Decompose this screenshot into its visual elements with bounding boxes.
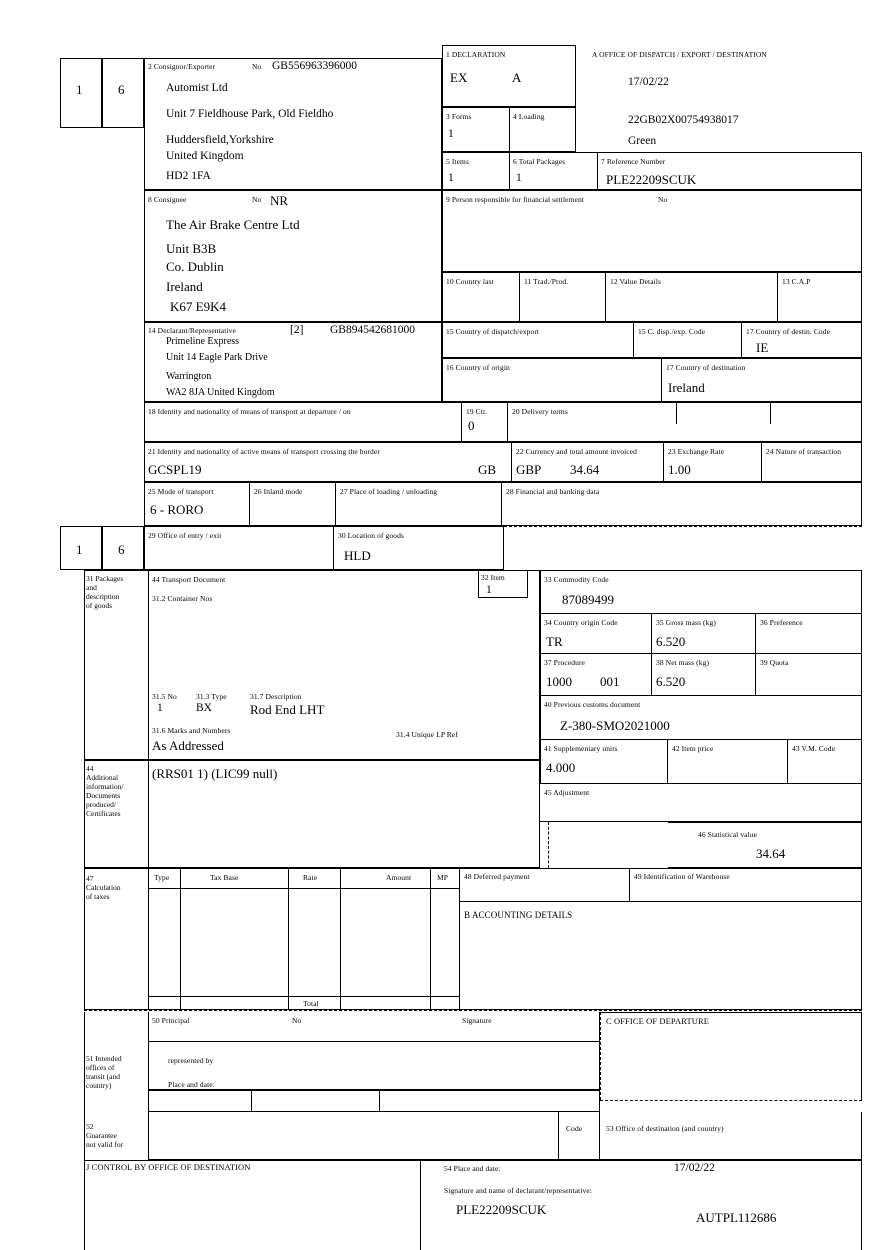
- box-8-line-5: K67 E9K4: [170, 299, 226, 314]
- box-20-divider-2: [770, 402, 771, 424]
- box-51-content: [148, 1042, 600, 1090]
- box-22-amount: 34.64: [570, 462, 600, 477]
- box-54-left: [420, 1160, 421, 1250]
- box-53-label: 53 Office of destination (and country): [606, 1124, 724, 1133]
- box-14-label: 14 Declarant/Representative: [148, 326, 236, 335]
- box-14-line-2: Unit 14 Eagle Park Drive: [166, 352, 268, 363]
- box-8-line-3: Co. Dublin: [166, 259, 224, 274]
- box-3-label: 3 Forms: [446, 112, 472, 121]
- box-54-date: 17/02/22: [674, 1162, 715, 1174]
- box-J-divider: [84, 1160, 420, 1161]
- box-2-line-1: Automist Ltd: [166, 82, 228, 94]
- box-51-left: [84, 1012, 85, 1120]
- box-51-represented-by: represented by: [168, 1056, 214, 1065]
- box-33-value: 87089499: [562, 592, 614, 607]
- box-34-label: 34 Country origin Code: [544, 618, 618, 627]
- box-13-label: 13 C.A.P: [782, 277, 811, 286]
- box-51-label: 51 Intended offices of transit (and country): [86, 1054, 122, 1090]
- box-17c-label: 17 Country of destin. Code: [746, 327, 831, 336]
- marker-1-lower-value: 1: [76, 542, 83, 557]
- box-C-right: [861, 1012, 862, 1100]
- box-36-label: 36 Preference: [760, 618, 803, 627]
- box-8-line-2: Unit B3B: [166, 241, 217, 256]
- box-47-table: [148, 868, 460, 1010]
- box-28-label: 28 Financial and banking data: [506, 487, 600, 496]
- box-44-value: (RRS01 1) (LIC99 null): [152, 766, 278, 781]
- box-26-label: 26 Inland mode: [254, 487, 303, 496]
- box-46-label: 46 Statistical value: [698, 830, 758, 839]
- box-54-name: PLE22209SCUK: [456, 1202, 547, 1217]
- box-46-value: 34.64: [756, 846, 786, 861]
- box-44-label: 44 Additional information/ Documents produced/ Certificates: [86, 764, 124, 818]
- box-32-label: 32 Item: [481, 573, 505, 582]
- box-50-principal: [148, 1012, 600, 1042]
- box-35-label: 35 Gross mass (kg): [656, 618, 716, 627]
- box-10-label: 10 Country last: [446, 277, 494, 286]
- box-47-col-type: Type: [154, 873, 170, 882]
- marker-6-value: 6: [118, 82, 125, 97]
- box-47-col-divider-3: [340, 868, 341, 1010]
- box-4-label: 4 Loading: [513, 112, 545, 121]
- box-44-transport-doc-label: 44 Transport Document: [152, 575, 226, 584]
- box-5-value: 1: [448, 172, 454, 184]
- box-38-label: 38 Net mass (kg): [656, 658, 710, 667]
- box-C-top: [600, 1012, 862, 1013]
- box-15c-label: 15 C. disp./exp. Code: [638, 327, 706, 336]
- section-divider-2: [84, 1010, 862, 1011]
- box-54-signature-label: Signature and name of declarant/representative:: [444, 1186, 592, 1195]
- box-2-line-3: Huddersfield,Yorkshire: [166, 134, 274, 146]
- box-47-col-rate: Rate: [303, 873, 318, 882]
- box-11-label: 11 Trad./Prod.: [524, 277, 569, 286]
- box-50-label: 50 Principal: [152, 1016, 190, 1025]
- box-48-label: 48 Deferred payment: [464, 872, 530, 881]
- box-50-no-label: No: [292, 1016, 302, 1025]
- box-A-label: A OFFICE OF DISPATCH / EXPORT / DESTINATION: [592, 50, 767, 59]
- box-2-label: 2 Consignor/Exporter: [148, 62, 216, 71]
- box-47-total-divider: [148, 996, 460, 997]
- box-17c-value: IE: [756, 340, 769, 355]
- box-52-label: 52 Guarantee not valid for: [86, 1122, 124, 1149]
- marker-6-lower-value: 6: [118, 542, 125, 557]
- box-25-value: 6 - RORO: [150, 502, 204, 517]
- box-31-3-type-value: BX: [196, 702, 212, 714]
- box-2-line-2: Unit 7 Fieldhouse Park, Old Fieldho: [166, 108, 334, 120]
- box-21-country: GB: [478, 462, 497, 477]
- box-14-line-4: WA2 8JA United Kingdom: [166, 387, 275, 398]
- box-45-label: 45 Adjustment: [544, 788, 590, 797]
- box-47-label: 47 Calculation of taxes: [86, 874, 121, 901]
- box-54-label: 54 Place and date:: [444, 1164, 501, 1173]
- box-37-value1: 1000: [546, 674, 572, 689]
- box-41-value: 4.000: [546, 760, 576, 775]
- box-23-value: 1.00: [668, 462, 691, 477]
- box-2-no-label: No: [252, 62, 262, 71]
- box-29-label: 29 Office of entry / exit: [148, 531, 222, 540]
- box-39-label: 39 Quota: [760, 658, 789, 667]
- box-C-left-dashed: [600, 1012, 601, 1100]
- box-54-right: [861, 1160, 862, 1250]
- box-1-label: 1 DECLARATION: [446, 50, 506, 59]
- box-J-label: J CONTROL BY OFFICE OF DESTINATION: [86, 1162, 251, 1172]
- box-6-value: 1: [516, 172, 522, 184]
- box-47-col-amount: Amount: [386, 873, 412, 882]
- box-50-signature-label: Signature: [462, 1016, 492, 1025]
- box-53-destination-office: [600, 1112, 862, 1160]
- box-31-label: 31 Packages and description of goods: [86, 574, 124, 610]
- box-35-value: 6.520: [656, 634, 686, 649]
- box-20-label: 20 Delivery terms: [512, 407, 568, 416]
- box-19-label: 19 Ctr.: [466, 407, 488, 416]
- box-52-code-divider: [558, 1112, 559, 1160]
- box-8-no-label: No: [252, 195, 262, 204]
- box-A-lane: Green: [628, 135, 657, 147]
- box-A-date: 17/02/22: [628, 76, 669, 88]
- box-52-code-label: Code: [566, 1124, 583, 1133]
- box-3-value: 1: [448, 128, 454, 140]
- box-30-label: 30 Location of goods: [338, 531, 404, 540]
- box-17-label: 17 Country of destination: [666, 363, 746, 372]
- box-J-left: [84, 1160, 85, 1250]
- box-40-label: 40 Previous customs document: [544, 700, 641, 709]
- box-27-label: 27 Place of loading / unloading: [340, 487, 438, 496]
- box-25-label: 25 Mode of transport: [148, 487, 214, 496]
- box-24-label: 24 Nature of transaction: [766, 447, 842, 456]
- box-12-label: 12 Value Details: [610, 277, 662, 286]
- box-8-label: 8 Consignee: [148, 195, 187, 204]
- box-8-no-value: NR: [270, 193, 289, 208]
- box-2-eori: GB556963396000: [272, 60, 357, 72]
- box-14-line-1: Primeline Express: [166, 336, 240, 347]
- box-52-content: [148, 1112, 600, 1160]
- box-23-label: 23 Exchange Rate: [668, 447, 725, 456]
- box-19-value: 0: [468, 418, 475, 433]
- box-38-value: 6.520: [656, 674, 686, 689]
- box-31-5-no-value: 1: [157, 702, 163, 714]
- box-47-header-divider: [148, 888, 460, 889]
- box-34-value: TR: [546, 634, 563, 649]
- box-2-line-5: HD2 1FA: [166, 170, 211, 182]
- box-30-value: HLD: [344, 548, 371, 563]
- box-1-ex: EX: [450, 70, 468, 85]
- box-49-label: 49 Identification of Warehouse: [634, 872, 730, 881]
- box-54-ref: AUTPL112686: [696, 1210, 777, 1225]
- marker-1-value: 1: [76, 82, 83, 97]
- box-17-value: Ireland: [668, 380, 705, 395]
- box-16-label: 16 Country of origin: [446, 363, 510, 372]
- box-C-label: C OFFICE OF DEPARTURE: [606, 1016, 710, 1026]
- box-37-value2: 001: [600, 674, 620, 689]
- box-51-place-date: Place and date:: [168, 1080, 215, 1089]
- box-22-currency: GBP: [516, 462, 542, 477]
- box-20-divider-1: [676, 402, 677, 424]
- box-14-rep-code: [2]: [290, 324, 304, 336]
- box-51-cell-3: [380, 1090, 600, 1112]
- box-14-line-3: Warrington: [166, 371, 212, 382]
- box-33-label: 33 Commodity Code: [544, 575, 609, 584]
- box-43-label: 43 V.M. Code: [792, 744, 836, 753]
- box-31-4-lpref-label: 31.4 Unique LP Ref: [396, 730, 458, 739]
- box-7-label: 7 Reference Number: [601, 157, 666, 166]
- box-52-left: [84, 1120, 85, 1160]
- box-31-6-marks-value: As Addressed: [152, 738, 224, 753]
- box-47-col-divider-1: [180, 868, 181, 1010]
- box-1-a: A: [512, 70, 522, 85]
- box-8-line-4: Ireland: [166, 279, 203, 294]
- box-41-label: 41 Supplementary units: [544, 744, 618, 753]
- box-40-value: Z-380-SMO2021000: [560, 718, 670, 733]
- box-21-value: GCSPL19: [148, 462, 202, 477]
- box-37-label: 37 Procedure: [544, 658, 585, 667]
- box-47-col-divider-4: [430, 868, 431, 1010]
- box-7-value: PLE22209SCUK: [606, 172, 697, 187]
- box-21-label: 21 Identity and nationality of active means of transport crossing the border: [148, 447, 380, 456]
- box-46-left-dashed: [548, 822, 549, 868]
- box-8-line-1: The Air Brake Centre Ltd: [166, 217, 300, 232]
- box-22-label: 22 Currency and total amount invoiced: [516, 447, 637, 456]
- box-C-bottom-dashed: [600, 1100, 862, 1101]
- box-31-2-container-label: 31.2 Container Nos: [152, 594, 213, 603]
- box-47-col-mp: MP: [437, 873, 449, 882]
- box-47-col-taxbase: Tax Base: [210, 873, 239, 882]
- box-A-mrn: 22GB02X00754938017: [628, 114, 739, 126]
- box-51-cell-1: [148, 1090, 252, 1112]
- box-18-label: 18 Identity and nationality of means of transport at departure / on: [148, 407, 351, 416]
- box-31-6-marks-label: 31.6 Marks and Numbers: [152, 726, 231, 735]
- box-31-5-no-label: 31.5 No: [152, 692, 177, 701]
- box-32-value: 1: [486, 584, 492, 596]
- box-42-label: 42 Item price: [672, 744, 714, 753]
- box-5-label: 5 Items: [446, 157, 469, 166]
- box-31-7-desc-value: Rod End LHT: [250, 702, 325, 717]
- box-54-top: [420, 1160, 862, 1161]
- box-31-3-type-label: 31.3 Type: [196, 692, 227, 701]
- box-6-label: 6 Total Packages: [513, 157, 566, 166]
- box-14-eori: GB894542681000: [330, 324, 415, 336]
- box-47-col-divider-2: [288, 868, 289, 1010]
- box-2-line-4: United Kingdom: [166, 150, 244, 162]
- box-51-cell-2: [252, 1090, 380, 1112]
- box-9-no-label: No: [658, 195, 668, 204]
- box-B-label: B ACCOUNTING DETAILS: [464, 910, 573, 920]
- box-31-7-desc-label: 31.7 Description: [250, 692, 302, 701]
- box-9-label: 9 Person responsible for financial settlement: [446, 195, 585, 204]
- box-15-label: 15 Country of dispatch/export: [446, 327, 540, 336]
- box-47-total-label: Total: [303, 999, 319, 1008]
